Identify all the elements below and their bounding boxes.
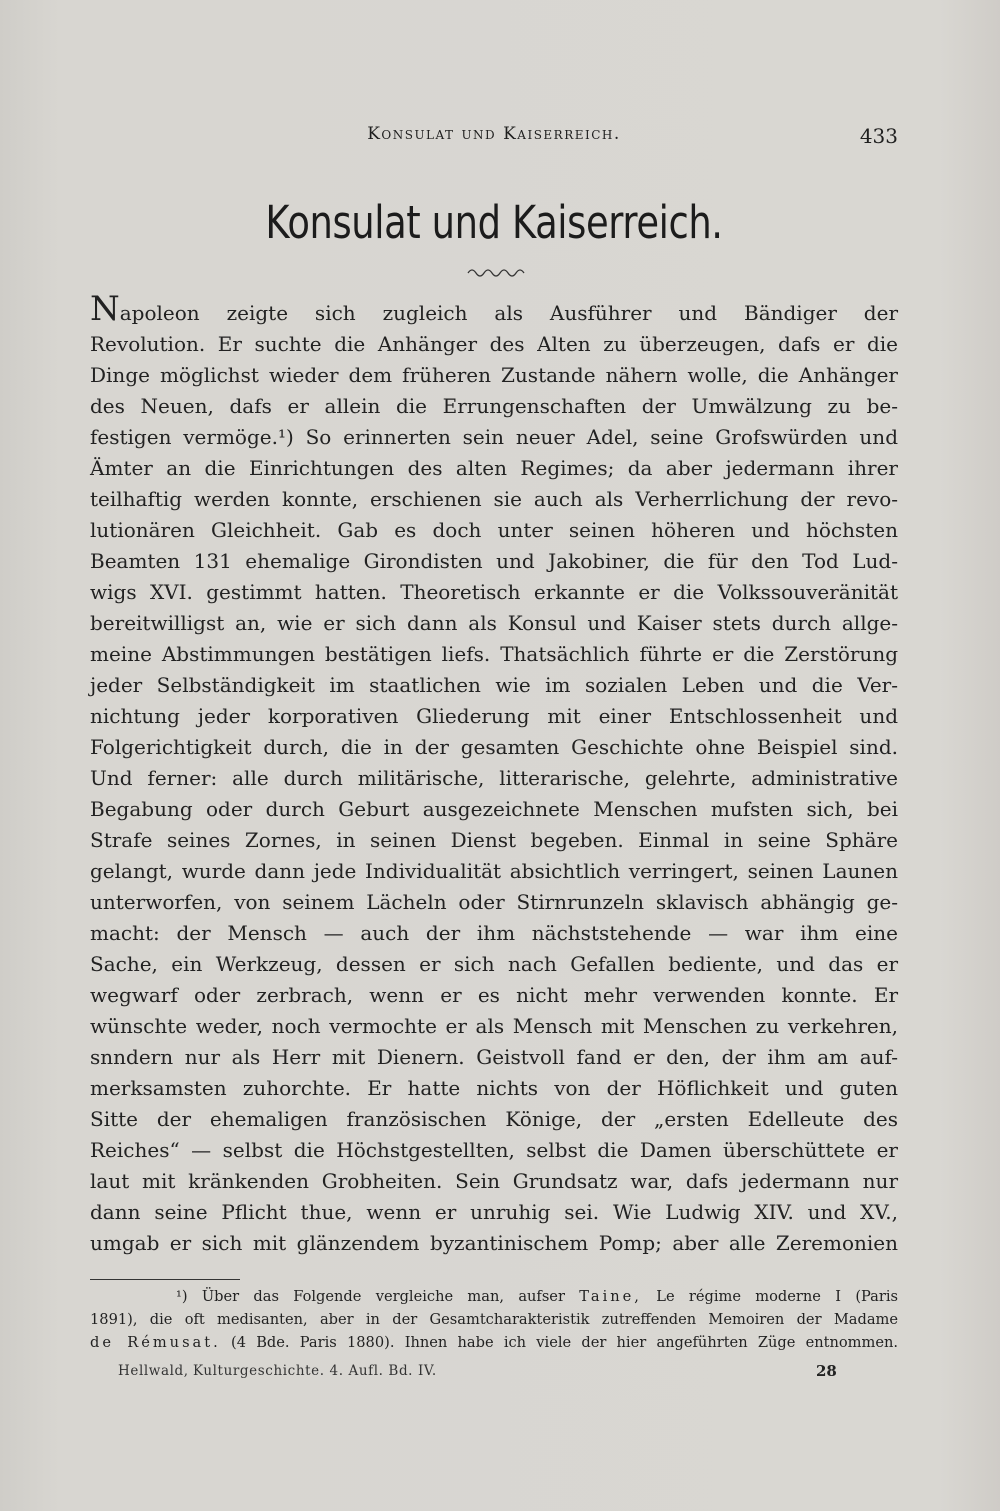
body-line: nichtung jeder korporativen Gliederung mit einer Entschlossenheit und [90,704,898,728]
body-line: merksamsten zuhorchte. Er hatte nichts von der Höflichkeit und guten [90,1076,898,1100]
body-line: Begabung oder durch Geburt ausgezeichnete Menschen mufsten sich, bei [90,797,898,821]
body-line: Reiches“ — selbst die Höchstgestellten, selbst die Damen überschüttete er [90,1138,898,1162]
body-line: snndern nur als Herr mit Dienern. Geistvoll fand er den, der ihm am auf- [90,1045,898,1069]
body-line: macht: der Mensch — auch der ihm nächststehende — war ihm eine [90,921,898,945]
footnote-text: (4 Bde. Paris 1880). Ihnen habe ich viele der hier angeführten Züge entnommen. [231,1334,898,1351]
body-text [90,289,898,1259]
signature-title: Kulturgeschichte. 4. Aufl. Bd. IV. [192,1363,437,1379]
running-head [90,124,898,154]
signature-line [118,1363,838,1379]
signature-author: Hellwald, [118,1363,189,1379]
body-line: lutionären Gleichheit. Gab es doch unter seinen höheren und höchsten [90,518,898,542]
body-line [90,289,898,329]
footnote-line [90,1285,898,1308]
body-line: meine Abstimmungen bestätigen liefs. Thatsächlich führte er die Zerstörung [90,642,898,666]
footnote-line [90,1331,898,1354]
footnote-author-name: Taine, [579,1288,642,1305]
body-line: Ämter an die Einrichtungen des alten Regimes; da aber jedermann ihrer [90,456,898,480]
body-line: teilhaftig werden konnte, erschienen sie auch als Verherrlichung der revo- [90,487,898,511]
body-line: Beamten 131 ehemalige Girondisten und Jakobiner, die für den Tod Lud- [90,549,898,573]
page-number: 433 [859,124,898,148]
body-line: unterworfen, von seinem Lächeln oder Stirnrunzeln sklavisch abhängig ge- [90,890,898,914]
footnote-text: ¹) Über das Folgende vergleiche man, aufser [176,1288,565,1305]
body-line: wigs XVI. gestimmt hatten. Theoretisch erkannte er die Volkssouveränität [90,580,898,604]
body-line: wegwarf oder zerbrach, wenn er es nicht mehr verwenden konnte. Er [90,983,898,1007]
body-line: laut mit kränkenden Grobheiten. Sein Grundsatz war, dafs jedermann nur [90,1169,898,1193]
body-line: festigen vermöge.¹) So erinnerten sein neuer Adel, seine Grofswürden und [90,425,898,449]
ornament-divider-icon [466,264,528,278]
body-line: Dinge möglichst wieder dem früheren Zustande nähern wolle, die Anhänger [90,363,898,387]
body-line: Sitte der ehemaligen französischen Könige, der „ersten Edelleute des [90,1107,898,1131]
body-line: Sache, ein Werkzeug, dessen er sich nach Gefallen bediente, und das er [90,952,898,976]
body-line: gelangt, wurde dann jede Individualität absichtlich verringert, seinen Launen [90,859,898,883]
dropcap-letter: N [90,289,120,329]
footnote [90,1285,898,1354]
body-line: Strafe seines Zornes, in seinen Dienst begeben. Einmal in seine Sphäre [90,828,898,852]
chapter-title: Konsulat und Kaiserreich. [265,196,723,249]
running-head-title: Konsulat und Kaiserreich. [367,124,621,144]
body-line: wünschte weder, noch vermochte er als Mensch mit Menschen zu verkehren, [90,1014,898,1038]
footnote-author-name: de Rémusat. [90,1334,221,1351]
body-line: Und ferner: alle durch militärische, litterarische, gelehrte, administrative [90,766,898,790]
body-line: bereitwilligst an, wie er sich dann als Konsul und Kaiser stets durch allge- [90,611,898,635]
body-line: des Neuen, dafs er allein die Errungenschaften der Umwälzung zu be- [90,394,898,418]
sheet-number: 28 [816,1362,837,1380]
body-line: Revolution. Er suchte die Anhänger des Alten zu überzeugen, dafs er die [90,332,898,356]
body-line: dann seine Pflicht thue, wenn er unruhig sei. Wie Ludwig XIV. und XV., [90,1200,898,1224]
body-line: umgab er sich mit glänzendem byzantinischem Pomp; aber alle Zeremonien [90,1231,898,1255]
body-line: Folgerichtigkeit durch, die in der gesamten Geschichte ohne Beispiel sind. [90,735,898,759]
footnote-rule [90,1279,240,1280]
body-line-text: apoleon zeigte sich zugleich als Ausführer und Bändiger der [119,301,898,325]
footnote-text: Le régime moderne I (Paris [656,1288,899,1305]
footnote-line: 1891), die oft medisanten, aber in der Gesamtcharakteristik zutreffenden Memoiren der Madame [90,1311,898,1328]
body-line: jeder Selbständigkeit im staatlichen wie im sozialen Leben und die Ver- [90,673,898,697]
